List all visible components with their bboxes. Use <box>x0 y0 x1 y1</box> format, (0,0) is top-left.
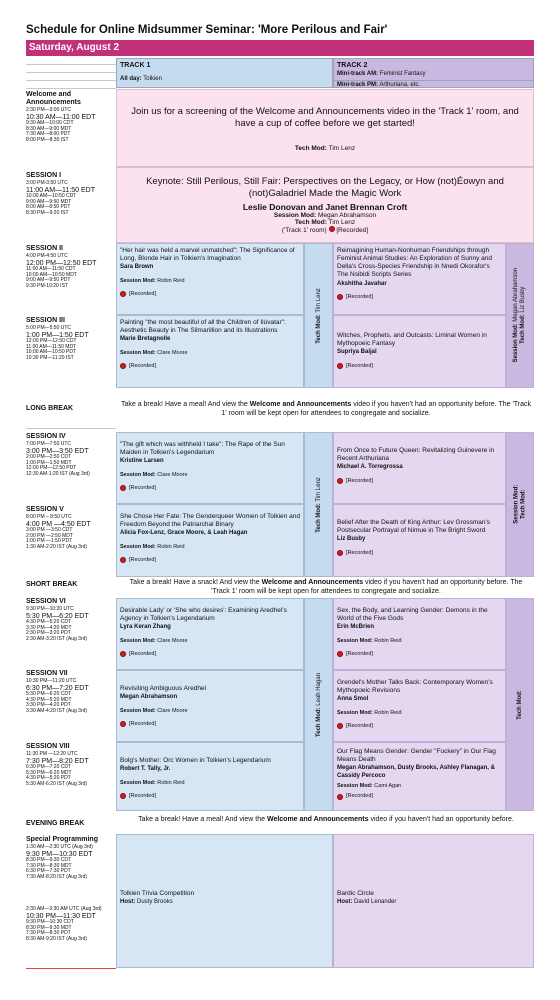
mods-track-2 <box>506 432 534 577</box>
time-mdt: 5:30 PM—6:20 MDT <box>26 769 72 776</box>
break-note <box>120 400 532 418</box>
recorded-label: [Recorded] <box>346 722 373 729</box>
time-cdt: 11:00 AM—11:50 CDT <box>26 266 76 273</box>
session-mod-name: Clare Moore <box>157 349 188 356</box>
timeline-heading: Welcome and Announcements <box>26 91 81 107</box>
time-utc: 10:30 PM—11:20 UTC <box>26 678 77 685</box>
special-track-2[interactable] <box>333 834 534 968</box>
page-title: Schedule for Online Midsummer Seminar: 'More Perilous and Fair' <box>26 24 388 36</box>
timeline-heading: EVENING BREAK <box>26 820 85 827</box>
time-pdt: 1:00 PM —1:50 PDT <box>26 538 73 545</box>
track-1-sub-label: All day: <box>120 76 142 83</box>
time-pdt: 12:00 PM—12:50 PDT <box>26 465 77 472</box>
time-utc: 9:30 PM—10:20 UTC <box>26 606 74 613</box>
break-text: video if you haven't had an opportunity before. The 'Track 1' room will be kept open for attendees to congregate and socialize. <box>211 579 523 596</box>
recorded-label: [Recorded] <box>129 290 156 297</box>
break-link-text: Welcome and Announcements <box>266 816 369 823</box>
timeline-heading: SESSION III <box>26 317 65 324</box>
time-ist: 12:30 AM-1:20 IST (Aug 3rd) <box>26 470 90 477</box>
talk-title: Revisiting Ambiguous Aredhel <box>120 685 206 692</box>
time-utc: 5:00 PM—5:50 UTC <box>26 325 72 332</box>
time-ist: 5:30 AM-6:20 IST (Aug 3rd) <box>26 780 88 787</box>
talk-title: "Her hair was held a marvel unmatched": The Significance of Long, Blonde Hair in Tolkien's Imagination <box>120 247 295 263</box>
time-ist: 2:30 AM-3:20 IST (Aug 3rd) <box>26 635 88 642</box>
time-mdt: 9:00 AM—9:50 MDT <box>26 198 72 205</box>
track-2-header <box>333 58 534 88</box>
timeline-heading: LONG BREAK <box>26 405 74 412</box>
recorded-icon <box>337 478 343 484</box>
recorded-label: [Recorded] <box>129 484 156 491</box>
talk-author: Sara Brown <box>120 264 154 271</box>
recorded-icon <box>337 651 343 657</box>
welcome-block <box>116 89 534 167</box>
talk-card[interactable] <box>116 504 304 577</box>
break-text: Take a break! Have a meal! And view the <box>138 816 267 823</box>
time-pdt: 4:30 PM—5:20 PDT <box>26 775 71 782</box>
talk-author: Michael A. Torregrossa <box>337 464 403 471</box>
talk-card[interactable] <box>333 598 506 670</box>
talk-author: Erin McBrien <box>337 624 375 631</box>
track-2-name: TRACK 2 <box>337 62 368 69</box>
track-1-name: TRACK 1 <box>120 62 151 69</box>
recorded-icon <box>120 291 126 297</box>
keynote-title: Keynote: Still Perilous, Still Fair: Perspectives on the Legacy, or How (not)Éowyn and (not)Galadriel Made the Magic Work <box>146 176 504 200</box>
talk-card[interactable] <box>333 243 506 315</box>
session-mod-name: Clare Moore <box>157 637 188 644</box>
session-mod-label: Session Mod: <box>337 637 373 644</box>
welcome-text: Join us for a screening of the Welcome and Announcements video in the 'Track 1' room, and have a cup of coffee before we get started! <box>131 106 519 130</box>
timeline-session-3 <box>26 317 116 361</box>
time-utc: 11:30 PM —12:20 UTC <box>26 751 78 758</box>
talk-title: Desirable Lady' or 'She who desires': Examining Aredhel's Agency in Tolkien's Legendarium <box>120 607 287 623</box>
recorded-icon <box>120 651 126 657</box>
session-mod-label: Session Mod: <box>273 211 317 219</box>
timeline-session-5 <box>26 506 116 550</box>
tech-mod-label: Tech Mod: <box>315 313 322 344</box>
time-cdt: 9:30 PM—10:30 CDT <box>26 919 74 926</box>
tech-mod-label: Tech Mod: <box>520 314 527 345</box>
session-mod-label: Session Mod: <box>120 707 156 714</box>
time-ist: 8:30 AM-9:20 IST (Aug 3rd) <box>26 935 88 942</box>
timeline-session-2 <box>26 245 116 289</box>
recorded-label: [Recorded] <box>346 793 373 800</box>
timeline-heading: SHORT BREAK <box>26 581 78 588</box>
session-mod-label: Session Mod: <box>337 783 373 790</box>
session-mod-label: Session Mod: <box>120 277 156 284</box>
recorded-icon <box>120 363 126 369</box>
talk-card[interactable] <box>333 742 506 811</box>
break-text: video if you haven't had an opportunity before. The 'Track 1' room will be kept open for attendees to congregate and socialize. <box>221 401 532 418</box>
break-note <box>120 578 532 596</box>
recorded-icon <box>337 794 343 800</box>
talk-author: Alicia Fox-Lenz, Grace Moore, & Leah Hagan <box>120 530 248 537</box>
timeline-session-1 <box>26 172 116 216</box>
break-text: video if you haven't had an opportunity before. <box>368 816 514 823</box>
special-title: Tolkien Trivia Competition <box>120 890 195 897</box>
timeline-heading: SESSION IV <box>26 433 66 440</box>
talk-title: "The gift which was withheld I take": The Rape of the Sun Maiden in Tolkien's Legendarium <box>120 441 285 457</box>
talk-card[interactable] <box>116 315 304 388</box>
talk-author: Kristine Larsen <box>120 458 164 465</box>
tech-mod-name: Tim Lenz <box>328 218 356 226</box>
timeline-heading: Special Programming <box>26 836 98 843</box>
timeline-special <box>26 836 116 880</box>
time-cdt: 6:30 PM—7:20 CDT <box>26 764 72 771</box>
host-name: David Lenander <box>354 899 397 906</box>
time-mdt: 8:30 AM—9:00 MDT <box>26 125 72 132</box>
recorded-label: [Recorded] <box>129 650 156 657</box>
time-cdt: 2:00 PM—2:50 CDT <box>26 454 72 461</box>
recorded-icon <box>120 793 126 799</box>
track-1-sub-value: Tolkien <box>143 76 162 83</box>
time-edt: 12:00 PM—12:50 EDT <box>26 259 97 267</box>
time-utc: 7:00 PM—7:50 UTC <box>26 441 72 448</box>
time-mdt: 7:30 PM—8:30 MDT <box>26 862 72 869</box>
session-mod-name: Clare Moore <box>157 471 188 478</box>
talk-card[interactable] <box>116 670 304 742</box>
time-utc: 2:30 AM—3:30 AM UTC (Aug 3rd) <box>26 906 102 912</box>
recorded-label: [Recorded] <box>129 556 156 563</box>
time-mdt: 4:30 PM—5:20 MDT <box>26 696 72 703</box>
special-track-1[interactable] <box>116 834 333 968</box>
host-label: Host: <box>337 899 353 906</box>
session-mod-label: Session Mod: <box>512 323 519 363</box>
session-mod-name: Megan Abrahamson <box>512 268 519 323</box>
session-mod-name: Megan Abrahamson <box>317 211 377 219</box>
time-cdt: 9:30 AM—10:00 CDT <box>26 120 74 127</box>
talk-card[interactable] <box>333 504 506 577</box>
tech-mod-name: Tim Lenz <box>315 287 322 313</box>
time-ist: 9:30 PM-10:20 IST <box>26 282 68 289</box>
recorded-label: [Recorded] <box>346 477 373 484</box>
tech-mod-label: Tech Mod: <box>315 502 322 533</box>
timeline-session-7 <box>26 670 116 714</box>
time-pdt: 9:00 AM—9:50 PDT <box>26 277 71 284</box>
track-2-pm-value: Arthuriana, etc. <box>379 81 421 88</box>
talk-card[interactable] <box>116 598 304 670</box>
tech-mod-name: Tim Lenz <box>328 144 356 152</box>
break-text: Take a break! Have a meal! And view the <box>120 401 250 408</box>
recorded-label: [Recorded] <box>346 549 373 556</box>
time-cdt: 10:00 AM—10:50 CDT <box>26 193 77 200</box>
time-edt: 7:30 PM—8:20 EDT <box>26 757 89 765</box>
session-mod-name: Robin Reid <box>157 543 185 550</box>
talk-title: Witches, Prophets, and Outcasts: Liminal Women in Mythopoeic Fantasy <box>337 332 487 348</box>
recorded-label: [Recorded] <box>129 720 156 727</box>
session-mod-label: Session Mod: <box>120 471 156 478</box>
session-mod-label: Session Mod: <box>120 637 156 644</box>
time-ist: 8:00 PM—8:30 IST <box>26 136 69 143</box>
timeline-heading: SESSION V <box>26 506 64 513</box>
session-mod-name: Clare Moore <box>157 707 188 714</box>
session-mod-label: Session Mod: <box>120 349 156 356</box>
time-ist: 3:30 AM-4:20 IST (Aug 3rd) <box>26 707 88 714</box>
talk-title: Painting "the most beautiful of all the Children of Ilúvatar": Aesthetic Beauty in The Silmarillion and its Illustrations <box>120 319 286 335</box>
session-mod-name: Robin Reid <box>374 709 402 716</box>
time-ist: 7:30 AM-8:20 IST (Aug 3rd) <box>26 873 88 880</box>
tech-mod-name: Tim Lenz <box>315 476 322 502</box>
time-mdt: 8:30 PM—9:30 MDT <box>26 924 72 931</box>
time-edt: 9:30 PM—10:30 EDT <box>26 850 93 858</box>
timeline-special-2 <box>26 907 116 942</box>
keynote-speakers: Leslie Donovan and Janet Brennan Croft <box>242 201 408 212</box>
time-mdt: 2:00 PM —2:50 MDT <box>26 532 73 539</box>
time-edt: 4:00 PM —4:50 EDT <box>26 520 91 528</box>
talk-title: She Chose Her Fate: The Genderqueer Women of Tolkien and Freedom Beyond the Patriarchal Binary <box>120 513 300 529</box>
track-2-pm-label: Mini-track PM: <box>337 81 379 88</box>
keynote-room: ('Track 1' room) <box>281 226 327 234</box>
host-label: Host: <box>120 899 136 906</box>
talk-card[interactable] <box>333 432 506 504</box>
break-link-text: Welcome and Announcements <box>249 401 352 408</box>
tech-mod-label: Tech Mod: <box>520 489 527 520</box>
tech-mod-label: Tech Mod: <box>294 144 327 152</box>
talk-title: Grendel's Mother Talks Back: Contemporary Women's Mythopoeic Revisions <box>337 679 493 695</box>
session-mod-name: Robin Reid <box>157 779 185 786</box>
time-mdt: 11:00 AM—11:50 MDT <box>26 343 77 350</box>
time-utc: 1:30 AM—2:30 UTC (Aug 3rd) <box>26 844 93 851</box>
break-text: Take a break! Have a snack! And view the <box>129 579 262 586</box>
talk-title: Sex, the Body, and Learning Gender: Demons in the World of the Five Gods <box>337 607 488 623</box>
recorded-icon <box>337 723 343 729</box>
timeline-welcome <box>26 91 116 143</box>
time-edt: 3:00 PM—3:50 EDT <box>26 447 89 455</box>
time-mdt: 1:00 PM—1:50 MDT <box>26 459 72 466</box>
mods-track-2 <box>506 243 534 388</box>
tech-mod-label: Tech Mod: <box>517 689 523 720</box>
tech-mod-track-1 <box>304 432 333 577</box>
time-cdt: 5:30 PM—6:20 CDT <box>26 691 72 698</box>
tech-mod-track-1 <box>304 598 333 811</box>
session-mod-label: Session Mod: <box>120 779 156 786</box>
time-edt: 10:30 AM—11:00 EDT <box>26 113 96 121</box>
time-utc: 4:00 PM-4:50 UTC <box>26 253 68 260</box>
session-mod-name: Cami Agan <box>374 783 402 790</box>
talk-title: Bolg's Mother: Orc Women in Tolkien's Legendarium <box>120 757 271 764</box>
timeline-session-4 <box>26 433 116 477</box>
time-mdt: 10:00 AM—10:50 MDT <box>26 271 77 278</box>
tech-mod-label: Tech Mod: <box>294 218 327 226</box>
timeline-heading: SESSION VIII <box>26 743 70 750</box>
time-utc: 2:30 PM—3:00 UTC <box>26 107 72 114</box>
session-mod-label: Session Mod: <box>120 543 156 550</box>
timeline-short-break <box>26 581 116 590</box>
talk-card[interactable] <box>116 742 304 811</box>
time-edt: 1:00 PM—1:50 EDT <box>26 331 89 339</box>
time-pdt: 2:30 PM—3:20 PDT <box>26 630 71 637</box>
host-name: Dusty Brooks <box>137 899 173 906</box>
recorded-icon <box>337 294 343 300</box>
talk-author: Anna Smol <box>337 696 369 703</box>
talk-author: Supriya Baijal <box>337 349 377 356</box>
time-pdt: 3:30 PM—4:20 PDT <box>26 702 71 709</box>
recorded-label: [Recorded] <box>336 226 369 234</box>
time-edt: 11:00 AM—11:50 EDT <box>26 186 95 194</box>
time-pdt: 7:30 AM—8:00 PDT <box>26 131 71 138</box>
talk-author: Lyra Keran Zhang <box>120 624 171 631</box>
talk-card[interactable] <box>333 670 506 742</box>
session-mod-label: Session Mod: <box>512 484 519 525</box>
recorded-icon <box>337 550 343 556</box>
session-mod-label: Session Mod: <box>337 709 373 716</box>
talk-author: Marie Bretagnolle <box>120 336 171 343</box>
recorded-icon <box>337 363 343 369</box>
timeline-heading: SESSION VI <box>26 598 66 605</box>
time-pdt: 10:00 AM—10:50 PDT <box>26 349 77 356</box>
talk-title: Our Flag Means Gender: Gender "Fuckery" in Our Flag Means Death <box>337 748 496 764</box>
break-link-text: Welcome and Announcements <box>261 579 364 586</box>
talk-title: Reimagining Human-Nonhuman Friendships through Feminist Animal Studies: An Exploration of Sunny and Della's Cross-Species Friendship in Nnedi Okorafor's The Nsibidi Scripts Series <box>337 247 493 279</box>
time-ist: 1:30 AM-2:20 IST (Aug 3rd) <box>26 543 88 550</box>
special-title: Bardic Circle <box>337 890 374 897</box>
talk-author: Robert T. Tally, Jr. <box>120 766 171 773</box>
track-2-am-value: Feminist Fantasy <box>379 71 426 78</box>
keynote-block <box>116 167 534 243</box>
recorded-icon <box>120 721 126 727</box>
track-2-am-label: Mini-track AM: <box>337 71 379 78</box>
tech-mod-track-1 <box>304 243 333 388</box>
timeline-session-8 <box>26 743 116 787</box>
time-pdt: 8:00 AM—8:50 PDT <box>26 204 71 211</box>
time-cdt: 4:30 PM—5:20 CDT <box>26 619 72 626</box>
time-cdt: 3:00 PM —3:50 CDT <box>26 527 73 534</box>
recorded-label: [Recorded] <box>346 294 373 300</box>
tech-mod-label: Tech Mod: <box>315 706 322 737</box>
recorded-label: [Recorded] <box>346 650 373 657</box>
recorded-icon <box>120 485 126 491</box>
time-pdt: 7:30 PM—8:30 PDT <box>26 930 71 937</box>
time-pdt: 6:30 PM—7:30 PDT <box>26 868 71 875</box>
time-edt: 6:30 PM—7:20 EDT <box>26 684 89 692</box>
time-edt: 5:30 PM—6:20 EDT <box>26 612 89 620</box>
timeline-evening-break <box>26 820 116 829</box>
session-mod-name: Robin Reid <box>157 277 185 284</box>
mods-track-2 <box>506 598 534 811</box>
time-cdt: 8:30 PM—9:30 CDT <box>26 857 72 864</box>
break-note <box>120 815 532 824</box>
talk-title: Belief After the Death of King Arthur: Lev Grossman's Postsecular Portrayal of Nimue in The Bright Sword <box>337 519 490 535</box>
timeline-heading: SESSION I <box>26 172 62 179</box>
talk-author: Liz Busby <box>337 536 366 543</box>
timeline-heading: SESSION VII <box>26 670 68 677</box>
tech-mod-name: Leah Hagan <box>315 672 322 706</box>
recorded-icon <box>120 557 126 563</box>
time-ist: 10:30 PM—11:20 IST <box>26 354 74 361</box>
recorded-label: [Recorded] <box>129 792 156 799</box>
timeline-long-break <box>26 405 116 414</box>
talk-card[interactable] <box>333 315 506 388</box>
recorded-label: [Recorded] <box>129 362 156 369</box>
time-mdt: 3:30 PM—4:20 MDT <box>26 624 72 631</box>
talk-author: Megan Abrahamson, Dusty Brooks, Ashley Flanagan, & Cassidy Percoco <box>337 765 495 779</box>
time-ist: 8:30 PM—9:20 IST <box>26 209 69 216</box>
timeline-session-6 <box>26 598 116 642</box>
talk-title: From Once to Future Queen: Revitalizing Guinevere in Recent Arthuriana <box>337 447 495 463</box>
timeline-heading: SESSION II <box>26 245 63 252</box>
talk-author: Megan Abrahamson <box>120 694 178 701</box>
time-cdt: 12:00 PM—12:50 CDT <box>26 338 77 345</box>
track-1-header <box>116 58 333 88</box>
talk-card[interactable] <box>116 432 304 504</box>
date-header: Saturday, August 2 <box>26 40 534 56</box>
talk-card[interactable] <box>116 243 304 315</box>
recorded-icon <box>329 226 335 232</box>
session-mod-name: Robin Reid <box>374 637 402 644</box>
time-utc: 3:00 PM-3:50 UTC <box>26 180 68 187</box>
tech-mod-name: Liz Busby <box>520 286 527 313</box>
time-utc: 8:00 PM – 8:50 UTC <box>26 514 72 521</box>
recorded-label: [Recorded] <box>346 362 373 369</box>
time-edt: 10:30 PM—11:30 EDT <box>26 912 96 920</box>
talk-author: Akshitha Javahar <box>337 280 387 287</box>
